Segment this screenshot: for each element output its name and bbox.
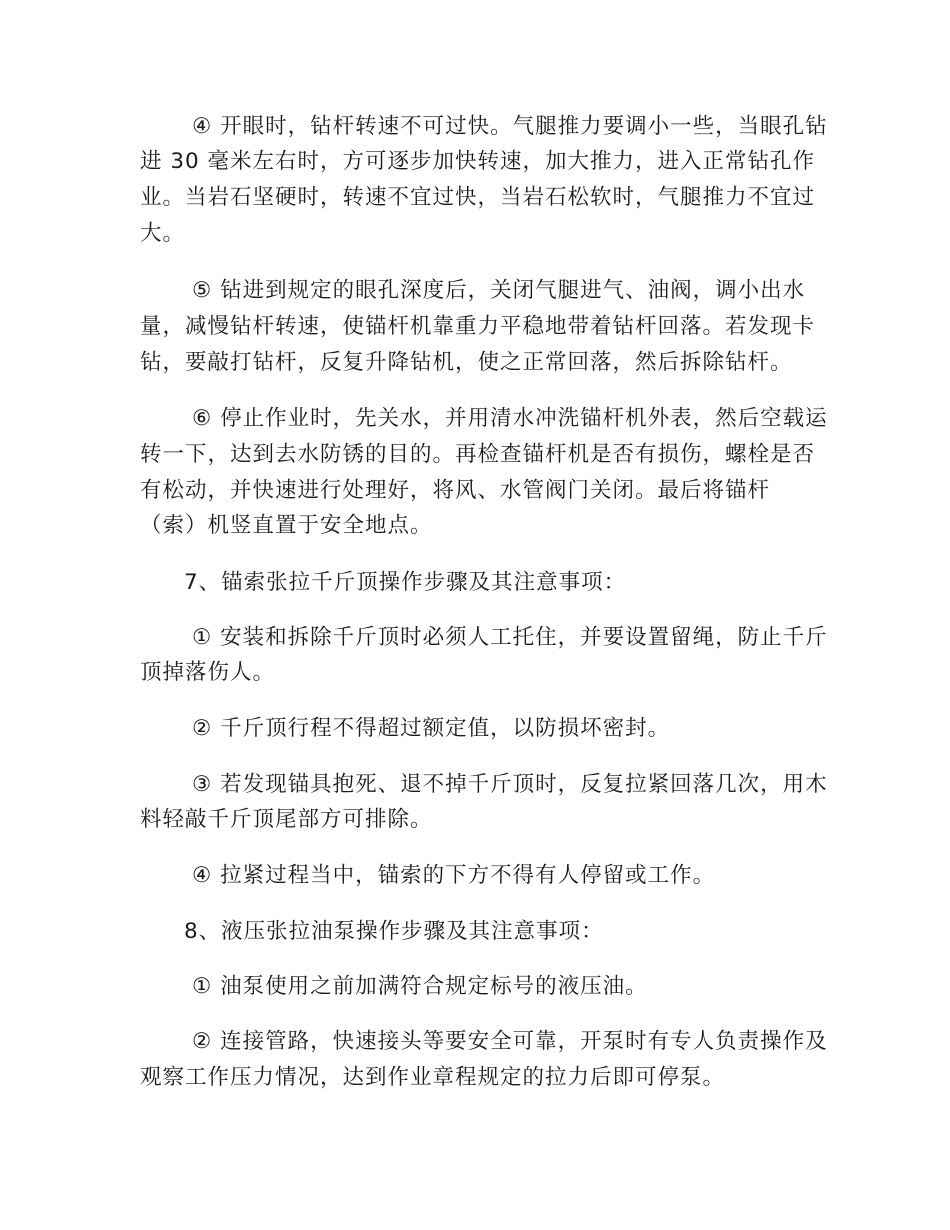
paragraph-8-2-line-2: 观察工作压力情况，达到作业章程规定的拉力后即可停泵。 — [140, 1065, 726, 1090]
paragraph-2-line-2: 量，减慢钻杆转速，使锚杆机靠重力平稳地带着钻杆回落。若发现卡 — [140, 314, 816, 339]
paragraph-7-3-line-1: ③ 若发现锚具抱死、退不掉千斤顶时，反复拉紧回落几次，用木 — [192, 772, 828, 797]
paragraph-7-3-line-2: 料轻敲千斤顶尾部方可排除。 — [140, 807, 433, 832]
paragraph-7-4-line-1: ④ 拉紧过程当中，锚索的下方不得有人停留或工作。 — [192, 863, 716, 888]
paragraph-1-line-3: 业。当岩石坚硬时，转速不宜过快，当岩石松软时，气腿推力不宜过 — [140, 185, 816, 210]
paragraph-2-line-1: ⑤ 钻进到规定的眼孔深度后，关闭气腿进气、油阀，调小出水 — [192, 278, 806, 303]
paragraph-7-1-line-1: ① 安装和拆除千斤顶时必须人工托住，并要设置留绳，防止千斤 — [192, 625, 828, 650]
paragraph-7-1-line-2: 顶掉落伤人。 — [140, 660, 276, 685]
paragraph-3-line-4: （索）机竖直置于安全地点。 — [140, 513, 433, 538]
paragraph-3-line-1: ⑥ 停止作业时，先关水，并用清水冲洗锚杆机外表，然后空载运 — [192, 406, 828, 431]
paragraph-8-1-line-1: ① 油泵使用之前加满符合规定标号的液压油。 — [192, 974, 648, 999]
paragraph-8-2-line-1: ② 连接管路，快速接头等要安全可靠，开泵时有专人负责操作及 — [192, 1029, 828, 1054]
paragraph-3-line-3: 有松动，并快速进行处理好，将风、水管阀门关闭。最后将锚杆 — [140, 478, 771, 503]
section-7-heading: 7、锚索张拉千斤顶操作步骤及其注意事项： — [184, 570, 627, 595]
paragraph-7-2-line-1: ② 千斤顶行程不得超过额定值，以防损坏密封。 — [192, 716, 671, 741]
paragraph-1-line-4: 大。 — [140, 221, 186, 246]
paragraph-1-line-1: ④ 开眼时，钻杆转速不可过快。气腿推力要调小一些，当眼孔钻 — [192, 114, 828, 139]
paragraph-3-line-2: 转一下，达到去水防锈的目的。再检查锚杆机是否有损伤，螺栓是否 — [140, 442, 816, 467]
section-8-heading: 8、液压张拉油泵操作步骤及其注意事项： — [184, 919, 604, 944]
paragraph-2-line-3: 钻，要敲打钻杆，反复升降钻机，使之正常回落，然后拆除钻杆。 — [140, 350, 793, 375]
paragraph-1-line-2: 进 30 毫米左右时，方可逐步加快转速，加大推力，进入正常钻孔作 — [140, 149, 816, 174]
